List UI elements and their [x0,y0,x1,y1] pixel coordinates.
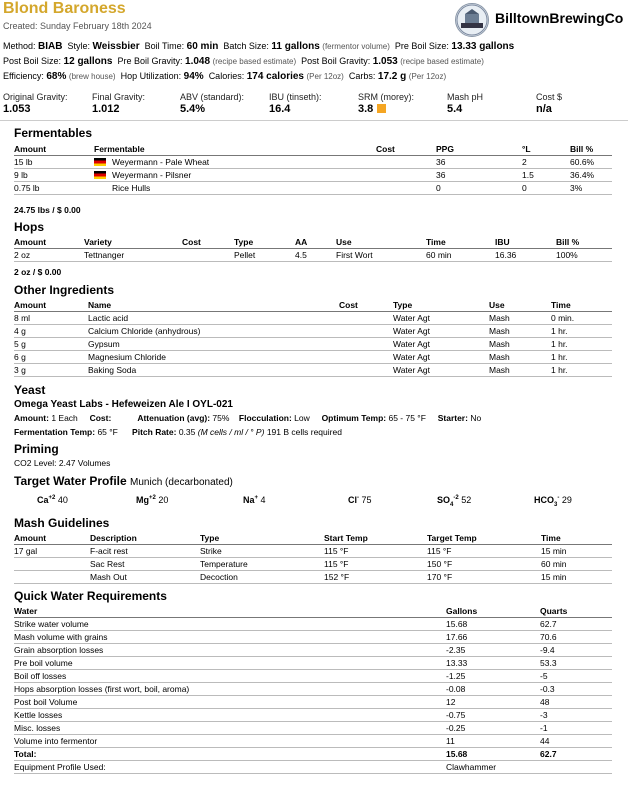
table-row: 8 ml Lactic acid Water Agt Mash 0 min. [14,312,612,325]
table-header-row: Amount Description Type Start Temp Target Temp Time [14,532,612,545]
stat-abv: ABV (standard): 5.4% [180,92,245,115]
yeast-heading: Yeast [14,383,46,397]
table-row: 15 lb Weyermann - Pale Wheat 36 2 60.6% [14,156,612,169]
table-row: Misc. losses -0.25 -1 [14,722,612,735]
created-date: Created: Sunday February 18th 2024 [3,21,152,31]
quick-water-table [14,605,612,774]
recipe-title: Blond Baroness [3,0,126,17]
table-row: Mash Out Decoction 152 °F 170 °F 15 min [14,571,612,584]
co2-level: CO2 Level: 2.47 Volumes [14,458,111,468]
ion-bicarbonate: $HCO_3^-$ 29 [534,495,572,508]
table-row: Grain absorption losses -2.35 -9.4 [14,644,612,657]
srm-color-swatch [377,104,386,113]
water-profile-heading: Target Water Profile Munich (decarbonated) [14,474,233,488]
stat-cost: Cost $ n/a [536,92,563,115]
table-row: 5 g Gypsum Water Agt Mash 1 hr. [14,338,612,351]
stat-ibu: IBU (tinseth): 16.4 [269,92,322,115]
ion-magnesium: $Mg^{+2}$ 20 [136,495,169,505]
table-row: Sac Rest Temperature 115 °F 150 °F 60 min [14,558,612,571]
spec-line-2: Post Boil Size: 12 gallons Pre Boil Gravity: 1.048 (recipe based estimate) Post Boil Gravity: 1.053 (recipe based estimate) [3,56,484,67]
ion-calcium: $Ca^{+2}$ 40 [37,495,68,505]
hops-table [14,236,612,262]
table-header-row: Amount Name Cost Type Use Time [14,299,612,312]
spec-line-3: Efficiency: 68% (brew house) Hop Utilization: 94% Calories: 174 calories (Per 12oz) Carbs: 17.2 g (Per 12oz) [3,71,447,82]
hops-heading: Hops [14,220,44,234]
quick-water-heading: Quick Water Requirements [14,589,167,603]
table-row: Volume into fermentor 11 44 [14,735,612,748]
yeast-line-2: Fermentation Temp: 65 °F Pitch Rate: 0.35 (M cells / ml / ° P) 191 B cells required [14,427,342,437]
stat-fg: Final Gravity: 1.012 [92,92,146,115]
ion-chloride: Cl- 75 [348,495,372,505]
table-row: 9 lb Weyermann - Pilsner 36 1.5 36.4% [14,169,612,182]
hops-total: 2 oz / $ 0.00 [14,267,62,277]
germany-flag-icon [94,158,106,166]
table-row: Pre boil volume 13.33 53.3 [14,657,612,670]
fermentables-table [14,143,612,195]
priming-heading: Priming [14,442,59,456]
table-row: 4 g Calcium Chloride (anhydrous) Water Agt Mash 1 hr. [14,325,612,338]
stat-mash-ph: Mash pH 5.4 [447,92,484,115]
equipment-row: Equipment Profile Used: Clawhammer [14,761,612,774]
fermentables-total: 24.75 lbs / $ 0.00 [14,205,81,215]
table-row: 3 g Baking Soda Water Agt Mash 1 hr. [14,364,612,377]
table-row: Post boil Volume 12 48 [14,696,612,709]
table-row: 6 g Magnesium Chloride Water Agt Mash 1 hr. [14,351,612,364]
ion-sodium: Na+ 4 [243,495,266,505]
table-row: Mash volume with grains 17.66 70.6 [14,631,612,644]
table-row: 17 gal F-acit rest Strike 115 °F 115 °F 15 min [14,545,612,558]
yeast-name: Omega Yeast Labs - Hefeweizen Ale I OYL-021 [14,399,233,410]
table-row: Boil off losses -1.25 -5 [14,670,612,683]
ion-sulfate: $SO_4^{-2}$ 52 [437,495,472,508]
table-row: Hops absorption losses (first wort, boil, aroma) -0.08 -0.3 [14,683,612,696]
stat-og: Original Gravity: 1.053 [3,92,68,115]
table-header-row: Amount Fermentable Cost PPG °L Bill % [14,143,612,156]
stats-bar [0,92,628,121]
spec-line-1: Method: BIAB Style: Weissbier Boil Time: 60 min Batch Size: 11 gallons (fermentor volume) Pre Boil Size: 13.33 gallons [3,41,515,52]
table-row: 0.75 lb Rice Hulls 0 0 3% [14,182,612,195]
mash-table [14,532,612,584]
yeast-line-1: Amount: 1 Each Cost: Attenuation (avg): 75% Flocculation: Low Optimum Temp: 65 - 75 °F Starter: No [14,413,482,423]
table-header-row: Water Gallons Quarts [14,605,612,618]
other-ingredients-heading: Other Ingredients [14,283,115,297]
table-row: Kettle losses -0.75 -3 [14,709,612,722]
table-row: 2 oz Tettnanger Pellet 4.5 First Wort 60 min 16.36 100% [14,249,612,262]
water-profile-name: Munich (decarbonated) [130,477,233,488]
other-ingredients-table [14,299,612,377]
table-header-row: Amount Variety Cost Type AA Use Time IBU Bill % [14,236,612,249]
table-row: Strike water volume 15.68 62.7 [14,618,612,631]
total-row: Total: 15.68 62.7 [14,748,612,761]
brewery-logo-icon [455,3,489,37]
stat-srm: SRM (morey): 3.8 [358,92,414,115]
brewery-name: BilltownBrewingCo [495,10,624,26]
germany-flag-icon [94,171,106,179]
fermentables-heading: Fermentables [14,126,93,140]
mash-heading: Mash Guidelines [14,516,110,530]
